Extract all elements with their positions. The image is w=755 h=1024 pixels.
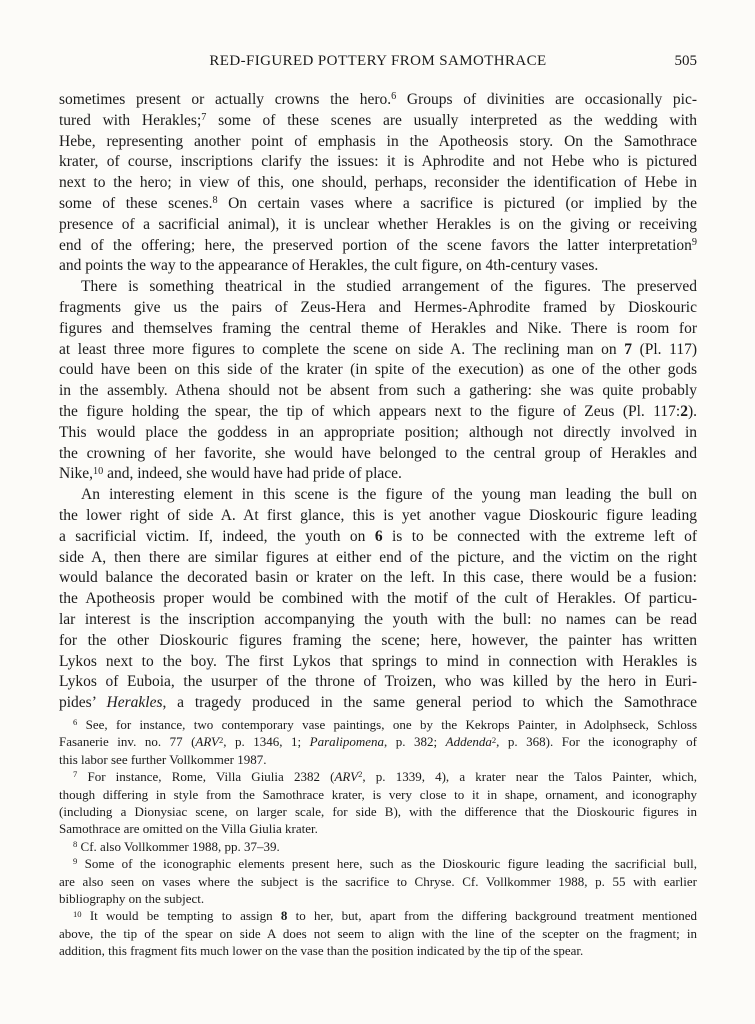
body-line: tured with Herakles;$^7$ some of these scenes are usually interpreted as the wedding with [59, 111, 697, 129]
body-line: fragments give us the pairs of Zeus-Hera and Hermes-Aphrodite framed by Dioskouric [59, 298, 697, 316]
footnote-line: $^6$ See, for instance, two contemporary vase paintings, one by the Kekrops Painter, in Adolphseck, Schloss [73, 717, 697, 732]
footnote-line: Fasanerie inv. no. 77 (ARV$^2$, p. 1346, 1; Paralipomena, p. 382; Addenda$^2$, p. 368). For the iconography of [59, 734, 697, 750]
footnote-line: this labor see further Vollkommer 1987. [59, 751, 267, 767]
body-line: This would place the goddess in an appropriate position; although not directly involved in [59, 423, 697, 441]
body-line: An interesting element in this scene is the figure of the young man leading the bull on [81, 486, 697, 504]
body-line: krater, of course, inscriptions clarify the issues: it is Aphrodite and not Hebe who is pictured [59, 153, 697, 171]
body-line: some of these scenes.$^8$ On certain vases where a sacrifice is pictured (or implied by the [59, 194, 697, 212]
body-line: Lykos of Euboia, the usurper of the throne of Troizen, who was killed by the hero in Euri- [59, 673, 697, 691]
body-line: There is something theatrical in the studied arrangement of the figures. The preserved [81, 278, 697, 296]
footnote-line: $^7$ For instance, Rome, Villa Giulia 2382 (ARV$^2$, p. 1339, 4), a krater near the Talos Painter, which, [73, 769, 697, 785]
body-line: presence of a sacrificial animal), it is unclear whether Herakles is on the giving or receiving [59, 215, 697, 233]
body-line: the crowning of her favorite, she would have belonged to the central group of Herakles and [59, 444, 697, 462]
page-header [59, 53, 697, 71]
body-line: pides’ Herakles, a tragedy produced in the same general period to which the Samothrace [59, 694, 698, 712]
footnote-line: $^9$ Some of the iconographic elements present here, such as the Dioskouric figure leading the sacrificial bull, [73, 856, 697, 872]
body-line: sometimes present or actually crowns the hero.$^6$ Groups of divinities are occasionally pic- [59, 91, 697, 108]
page-number: 505 [674, 53, 697, 69]
body-line: and points the way to the appearance of Herakles, the cult figure, on 4th-century vases. [59, 257, 599, 275]
footnote-line: addition, this fragment fits much lower on the vase than the position indicated by the tip of the spear. [59, 943, 584, 959]
body-text [59, 90, 697, 714]
body-line: the Apotheosis proper would be combined with the motif of the cult of Herakles. Of particu- [59, 590, 697, 608]
body-line: end of the offering; here, the preserved portion of the scene favors the latter interpretation$^9$ [59, 236, 697, 254]
body-line: side A, then there are similar figures at either end of the picture, and the victim on the right [59, 548, 697, 566]
body-line: Lykos next to the boy. The first Lykos that springs to mind in connection with Herakles is [59, 652, 697, 670]
body-line: figures and themselves framing the central theme of Herakles and Nike. There is room for [59, 319, 697, 337]
running-title: RED-FIGURED POTTERY FROM SAMOTHRACE [209, 53, 547, 69]
footnote-line: $^8$ Cf. also Vollkommer 1988, pp. 37–39. [73, 838, 280, 854]
body-line: the figure holding the spear, the tip of which appears next to the figure of Zeus (Pl. 117:2). [59, 402, 697, 420]
body-line: next to the hero; in view of this, one should, perhaps, reconsider the identification of Hebe in [59, 174, 697, 192]
body-line: Hebe, representing another point of emphasis in the Apotheosis story. On the Samothrace [59, 132, 697, 150]
body-line: Nike,$^{10}$ and, indeed, she would have had pride of place. [59, 465, 402, 483]
footnote-line: are also seen on vases where the subject is the sacrifice to Chryse. Cf. Vollkommer 1988, p. 55 with earlier [59, 873, 697, 889]
footnotes [59, 716, 697, 960]
footnote-line: Samothrace are omitted on the Villa Giulia krater. [59, 821, 318, 837]
body-line: a sacrificial victim. If, indeed, the youth on 6 is to be connected with the extreme left of [59, 527, 697, 545]
body-line: lar interest is the inscription accompanying the youth with the bull: no names can be read [59, 610, 697, 628]
footnote-line: $^{10}$ It would be tempting to assign 8 to her, but, apart from the differing background treatment mentioned [73, 908, 697, 924]
body-line: in the assembly. Athena should not be absent from such a gathering: she was quite probably [59, 382, 697, 400]
body-line: for the other Dioskouric figures framing the scene; here, however, the painter has written [59, 631, 697, 649]
footnote-line: though differing in style from the Samothrace krater, is very close to it in shape, ornament, and iconography [59, 786, 697, 802]
body-line: at least three more figures to complete the scene on side A. The reclining man on 7 (Pl. 117) [59, 340, 697, 358]
body-line: could have been on this side of the krater (in spite of the execution) as one of the other gods [59, 361, 697, 379]
body-line: would balance the decorated basin or krater on the left. In this case, there would be a fusion: [59, 569, 697, 587]
footnote-line: above, the tip of the spear on side A does not seem to align with the line of the scepter on the fragment; in [59, 925, 697, 941]
footnote-line: bibliography on the subject. [59, 891, 205, 907]
body-line: the lower right of side A. At first glance, this is yet another vague Dioskouric figure leading [59, 506, 697, 524]
footnote-line: (including a Dionysiac scene, on larger scale, for side B), with the difference that the Dioskouric figures in [59, 804, 697, 820]
